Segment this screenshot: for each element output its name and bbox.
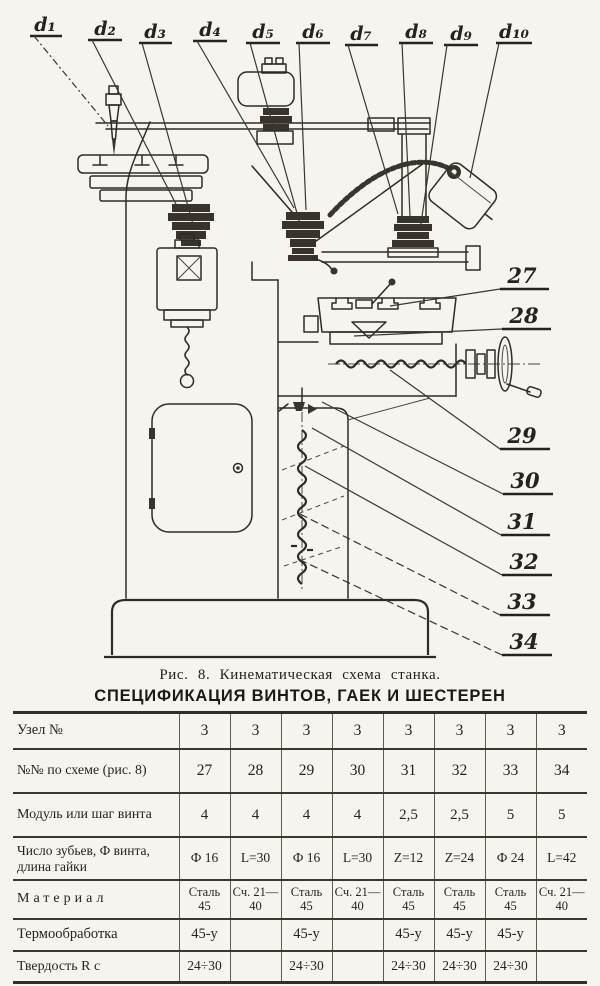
clamp-plates [78,155,208,201]
spec-cell: L=42 [536,837,587,880]
gear-cluster-c [388,118,438,257]
spec-cell [536,919,587,951]
table-row [13,951,587,983]
spec-cell: Сталь 45 [383,880,434,919]
column-door [149,404,252,532]
spec-cell [536,951,587,983]
table-row [13,713,587,750]
dim-label-d2 [88,18,180,212]
d5-label: d₅ [252,21,274,43]
table-row [13,793,587,837]
d8-label: d₈ [405,21,427,43]
spec-table [13,711,587,984]
spec-cell: 3 [383,713,434,750]
spec-cell: 45-у [485,919,536,951]
spec-row-label: Число зубьев, Ф винта, длина гайки [13,837,179,880]
spec-cell: Ф 24 [485,837,536,880]
spec-cell: L=30 [332,837,383,880]
part-label-29 [390,370,550,449]
figure-caption: Рис. 8. Кинематическая схема станка. [159,667,441,683]
part-33-label: 33 [507,589,537,614]
spec-table-title: СПЕЦИФИКАЦИЯ ВИНТОВ, ГАЕК И ШЕСТЕРЕН [94,687,506,705]
spec-cell: Сч. 21—40 [230,880,281,919]
table-row [13,837,587,880]
spec-cell: 24÷30 [383,951,434,983]
spec-cell: Ф 16 [179,837,230,880]
spec-row-label: №№ по схеме (рис. 8) [13,749,179,793]
handwheel [466,337,542,398]
table-row [13,880,587,919]
spec-cell: 5 [485,793,536,837]
spec-cell: Z=12 [383,837,434,880]
spec-cell: 45-у [434,919,485,951]
spec-row-label: Модуль или шаг винта [13,793,179,837]
spec-cell: L=30 [230,837,281,880]
spec-cell: 3 [536,713,587,750]
spec-row-label: Термообработка [13,919,179,951]
spec-cell: 3 [434,713,485,750]
spec-cell: Ф 16 [281,837,332,880]
spec-cell: 3 [230,713,281,750]
spec-cell: 33 [485,749,536,793]
d3-label: d₃ [144,21,166,43]
spec-cell: 45-у [179,919,230,951]
d4-label: d₄ [199,19,221,41]
spec-row-label: Узел № [13,713,179,750]
tilt-motor [426,160,507,238]
part-30-label: 30 [510,468,540,493]
spec-cell: 32 [434,749,485,793]
spec-cell: 30 [332,749,383,793]
spec-row-label: Материал [13,880,179,919]
part-34-label: 34 [509,629,539,654]
work-table [304,298,456,344]
spec-cell: 3 [281,713,332,750]
spindle-head [106,86,121,156]
part-label-28 [354,303,551,336]
spec-cell: Сч. 21—40 [332,880,383,919]
spec-cell: 3 [485,713,536,750]
spec-cell: 24÷30 [485,951,536,983]
spec-cell: 45-у [281,919,332,951]
spec-cell: 27 [179,749,230,793]
spec-cell: 2,5 [434,793,485,837]
spec-cell [332,919,383,951]
spec-cell: 45-у [383,919,434,951]
bracket-arm [322,246,480,270]
spec-row-label: Твердость R с [13,951,179,983]
spec-cell: 4 [281,793,332,837]
spec-cell: Сталь 45 [281,880,332,919]
dim-label-d3 [139,21,194,228]
spec-cell: Сталь 45 [179,880,230,919]
spec-cell: 3 [332,713,383,750]
spec-cell: 29 [281,749,332,793]
spec-cell [230,919,281,951]
spec-cell: Сч. 21—40 [536,880,587,919]
part-29-label: 29 [507,423,537,448]
dim-label-d6 [296,21,330,210]
spec-cell: 31 [383,749,434,793]
spec-cell: Z=24 [434,837,485,880]
spec-cell: Сталь 45 [434,880,485,919]
spec-cell: 2,5 [383,793,434,837]
base [104,600,436,657]
part-number-labels [296,263,553,655]
d9-label: d₉ [450,23,472,45]
part-32-label: 32 [509,549,539,574]
spec-cell: 5 [536,793,587,837]
spec-cell: 28 [230,749,281,793]
d6-label: d₆ [302,21,324,43]
part-28-label: 28 [509,303,539,328]
spec-cell: 34 [536,749,587,793]
d2-label: d₂ [94,18,116,40]
d10-label: d₁₀ [499,21,529,43]
dim-label-d9 [420,23,478,230]
spec-cell: 24÷30 [434,951,485,983]
part-31-label: 31 [507,509,537,534]
feed-motor [157,234,217,388]
dim-label-d10 [470,21,532,178]
spec-cell: 4 [230,793,281,837]
spec-cell: 3 [179,713,230,750]
spec-cell: 4 [332,793,383,837]
spec-cell: 4 [179,793,230,837]
spec-cell: Сталь 45 [485,880,536,919]
spec-cell: 24÷30 [179,951,230,983]
spec-cell [332,951,383,983]
d7-label: d₇ [350,23,372,45]
table-row [13,749,587,793]
part-27-label: 27 [507,263,537,288]
spec-cell: 24÷30 [281,951,332,983]
d1-label: d₁ [34,14,56,36]
spec-cell [230,951,281,983]
gear-cluster-b [282,212,338,275]
elevating-screw [279,388,344,592]
table-row [13,919,587,951]
column [126,122,278,598]
